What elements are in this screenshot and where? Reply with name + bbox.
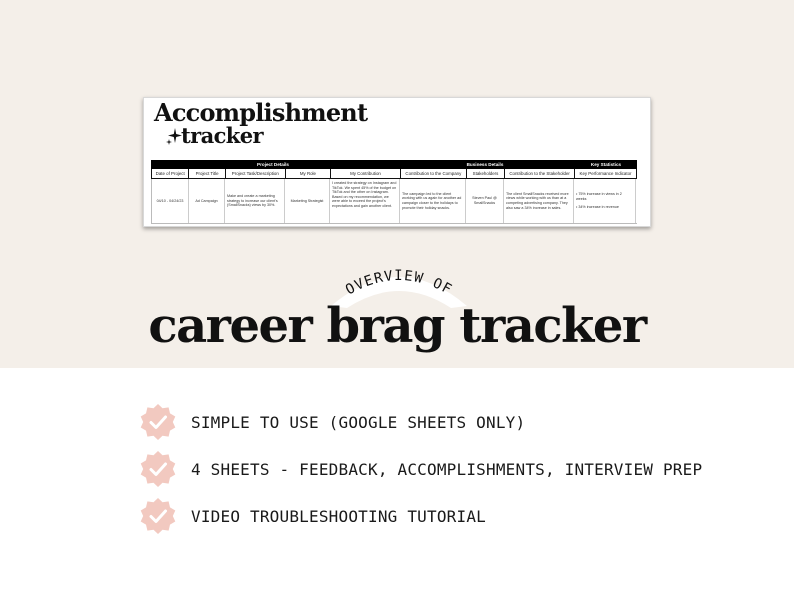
tracker-table (151, 160, 637, 224)
cell-company-contribution: The campaign led to the client working with us again for another ad campaign closer to the holidays to promote their holiday snacks. (400, 179, 466, 223)
group-project-details: Project Details (257, 162, 289, 167)
column-header: Contribution to the Company (401, 169, 467, 178)
cell-role: Marketing Strategist (285, 179, 330, 223)
headline: career brag tracker (148, 298, 646, 354)
feature-text: SIMPLE TO USE (GOOGLE SHEETS ONLY) (191, 412, 526, 432)
column-header: My Contribution (331, 169, 401, 178)
sheet-title: Accomplishment (154, 98, 368, 127)
table-row (151, 179, 637, 224)
feature-text: VIDEO TROUBLESHOOTING TUTORIAL (191, 506, 486, 526)
feature-text: 4 SHEETS - FEEDBACK, ACCOMPLISHMENTS, INTERVIEW PREP (191, 459, 703, 479)
badge-text: OVERVIEW OF (343, 268, 455, 299)
cell-kpi (574, 179, 636, 223)
sparkle-icon (166, 128, 182, 146)
column-header: Project Title (189, 169, 225, 178)
kpi-item: • 34% increase in revenue (576, 205, 619, 210)
check-badge-icon (139, 497, 177, 535)
feature-item (139, 498, 486, 534)
column-header: Stakeholders (467, 169, 505, 178)
check-badge-icon (139, 450, 177, 488)
cell-stakeholder-contribution: The client SmallSnacks received more views while working with us than at a competing advertising company. They also saw a 34% increase in sales. (504, 179, 574, 223)
column-header: Contribution to the Stakeholder (505, 169, 575, 178)
table-header-row (151, 169, 637, 179)
sheet-subtitle: tracker (181, 123, 263, 148)
group-key-statistics: Key Statistics (590, 162, 622, 167)
group-business-details: Business Details (466, 162, 504, 167)
spreadsheet-preview (143, 97, 651, 227)
column-header: Date of Project (152, 169, 189, 178)
table-group-header (151, 160, 637, 169)
check-badge-icon (139, 403, 177, 441)
cell-description: Make and create a marketing strategy to increase our client's (SmallSnacks) views by 30%. (225, 179, 285, 223)
cell-title: Ad Campaign (189, 179, 225, 223)
cell-stakeholders: Steven Paul @ SmallSnacks (466, 179, 504, 223)
column-header: Key Performance Indicator (575, 169, 637, 178)
feature-item (139, 451, 702, 487)
cell-date: 04/10 - 04/24/23 (152, 179, 189, 223)
kpi-item: • 75% increase in views in 2 weeks (576, 192, 622, 201)
cell-contribution: I created the strategy on Instagram and TikTok. We spent 45% of the budget on TikTok and the other on Instagram. Based on my recommendation, we were able to exceed the project's expectations and gain another client. (330, 179, 400, 223)
column-header: My Role (286, 169, 331, 178)
column-header: Project Task/Description (226, 169, 286, 178)
feature-item (139, 404, 525, 440)
